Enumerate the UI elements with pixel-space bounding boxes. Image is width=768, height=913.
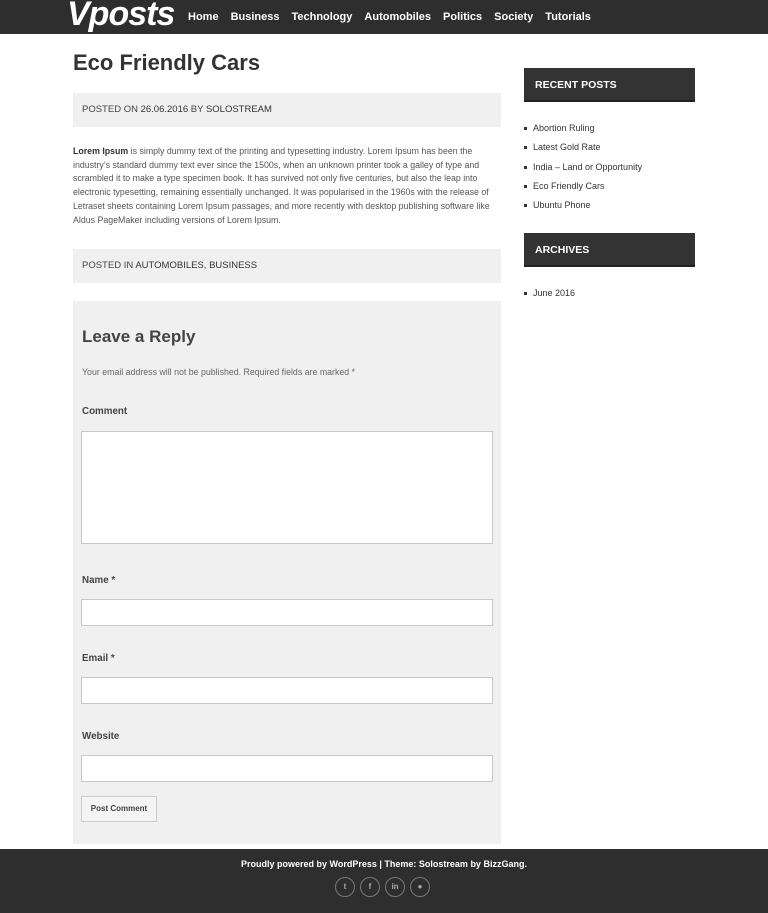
facebook-icon[interactable]: f bbox=[360, 877, 380, 897]
nav-business[interactable]: Business bbox=[230, 11, 280, 23]
site-logo[interactable]: Vposts bbox=[67, 0, 175, 33]
archives-title: ARCHIVES bbox=[524, 233, 695, 267]
name-label: Name * bbox=[82, 575, 116, 586]
footer-credits: Proudly powered by WordPress | Theme: Solostream by BizzGang. bbox=[241, 859, 527, 869]
recent-post-item[interactable]: Eco Friendly Cars bbox=[524, 177, 642, 196]
site-footer bbox=[0, 849, 768, 913]
category-automobiles-link[interactable]: AUTOMOBILES bbox=[135, 260, 204, 271]
reply-title: Leave a Reply bbox=[82, 327, 196, 346]
nav-society[interactable]: Society bbox=[494, 11, 534, 23]
category-separator: , bbox=[203, 260, 207, 271]
post-body: is simply dummy text of the printing and typesetting industry. Lorem Ipsum has been the industry’s standard dummy text ever since the 1500s, when an unknown printer took a galley of type and scrambled it to make a type specimen book. It has survived not only five centuries, but also the leap into electronic typesetting, remaining essentially unchanged. It was popularised in the 1960s with the release of Letraset sheets containing Lorem Ipsum passages, and more recently with desktop publishing software like Aldus PageMaker including versions of Lorem Ipsum. bbox=[73, 146, 490, 225]
recent-post-item[interactable]: Latest Gold Rate bbox=[524, 138, 642, 157]
recent-posts-list bbox=[524, 119, 642, 215]
recent-post-item[interactable]: India – Land or Opportunity bbox=[524, 158, 642, 177]
email-label: Email * bbox=[82, 653, 115, 664]
linkedin-icon[interactable]: in bbox=[385, 877, 405, 897]
post-comment-button[interactable]: Post Comment bbox=[81, 796, 157, 822]
reply-note: Your email address will not be published. Required fields are marked * bbox=[82, 367, 356, 377]
recent-post-item[interactable]: Abortion Ruling bbox=[524, 119, 642, 138]
social-links bbox=[335, 877, 435, 897]
post-meta bbox=[73, 93, 501, 127]
nav-tutorials[interactable]: Tutorials bbox=[545, 11, 591, 23]
comment-label: Comment bbox=[82, 406, 128, 417]
posted-in-label: POSTED IN bbox=[82, 260, 134, 271]
github-icon[interactable]: ● bbox=[410, 877, 430, 897]
post-content bbox=[73, 145, 503, 227]
posted-on-label: POSTED ON bbox=[82, 104, 138, 115]
twitter-icon[interactable]: t bbox=[335, 877, 355, 897]
recent-posts-title: RECENT POSTS bbox=[524, 68, 695, 102]
comment-textarea[interactable] bbox=[81, 431, 493, 544]
name-input[interactable] bbox=[81, 599, 493, 626]
post-author-link[interactable]: SOLOSTREAM bbox=[205, 104, 272, 115]
main-nav bbox=[188, 0, 603, 34]
by-label: BY bbox=[190, 104, 204, 115]
email-input[interactable] bbox=[81, 677, 493, 704]
nav-technology[interactable]: Technology bbox=[291, 11, 353, 23]
post-lead: Lorem Ipsum bbox=[73, 146, 129, 156]
post-date-link[interactable]: 26.06.2016 bbox=[140, 104, 189, 115]
reply-form bbox=[73, 301, 501, 844]
site-header bbox=[0, 0, 768, 34]
nav-politics[interactable]: Politics bbox=[443, 11, 483, 23]
archive-item[interactable]: June 2016 bbox=[524, 284, 575, 303]
recent-post-item[interactable]: Ubuntu Phone bbox=[524, 196, 642, 215]
category-business-link[interactable]: BUSINESS bbox=[209, 260, 258, 271]
nav-home[interactable]: Home bbox=[188, 11, 219, 23]
website-label: Website bbox=[82, 731, 120, 742]
post-categories bbox=[73, 249, 501, 283]
archives-list bbox=[524, 284, 575, 303]
nav-automobiles[interactable]: Automobiles bbox=[364, 11, 432, 23]
website-input[interactable] bbox=[81, 755, 493, 782]
post-title: Eco Friendly Cars bbox=[73, 50, 261, 75]
